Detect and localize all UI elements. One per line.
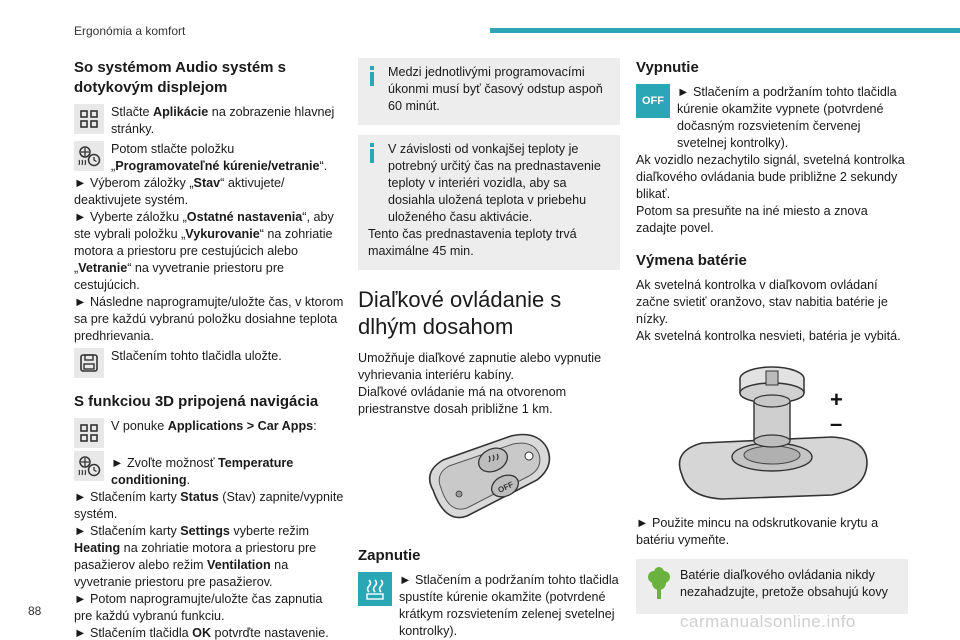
on-heading: Zapnutie [358,547,421,564]
column-right [636,58,908,614]
apps-step-text: Stlačte Aplikácie na zobrazenie hlavnej stránky. [111,105,335,136]
page-number: 88 [28,604,42,618]
section-header: Ergonómia a komfort [74,24,186,38]
remote-text-1: Umožňuje diaľkové zapnutie alebo vypnutie vyhrievania interiéru kabíny. [358,351,602,382]
nav-temp-step-text: ► Zvoľte možnosť Temperature conditioning. [111,456,294,487]
eco-note-text: Batérie diaľkového ovládania nikdy nezahadzujte, pretože obsahujú kovy [680,568,888,599]
off-retry-text: Potom sa presuňte na iné miesto a znova zadajte povel. [636,204,868,235]
program-time-step: ► Následne naprogramujte/uložte čas, v ktorom sa pre každú vybranú položku dosiahne teplota predhrievania. [74,295,344,343]
header-accent-bar [490,28,960,33]
remote-heading: Diaľkové ovládanie s dlhým dosahom [358,287,562,339]
climate-step [74,141,344,175]
remote-text-2: Diaľkové ovládanie má na otvorenom priestranstve dosah približne 1 km. [358,385,567,416]
nav-temp-step [74,451,344,489]
battery-figure [636,355,908,505]
save-icon [74,348,104,378]
column-left [74,58,344,640]
battery-low-text: Ak svetelná kontrolka v diaľkovom ovládaní začne svietiť oranžovo, stav nabitia batérie je nízky. [636,278,888,326]
heat-on-icon [358,572,392,606]
info-note-preheat: V závislosti od vonkajšej teploty je potrebný určitý čas na prednastavenie teploty v interiéri vozidla, aby sa dosiahla uložená teplota v priebehu uloženého času aktivácie. Tento čas prednastavenia teploty trvá maximálne 45 min. [358,135,620,270]
audio-heading: So systémom Audio systém s dotykovým displejom [74,59,287,96]
nav-status-step: ► Stlačením karty Status (Stav) zapnite/vypnite systém. [74,490,344,521]
off-step-text: ► Stlačením a podržaním tohto tlačidla kúrenie okamžite vypnete (potvrdené dočasným rozsvietením červenej svetelnej kontrolky). [677,85,897,150]
save-step-text: Stlačením tohto tlačidla uložte. [111,349,282,363]
climate-step-text: Potom stlačte položku „Programovateľné kúrenie/vetranie“. [111,142,328,173]
battery-heading: Výmena batérie [636,252,747,269]
battery-minus-label: – [830,411,843,436]
remote-fob-figure [358,432,620,528]
eco-tree-icon [646,567,672,606]
battery-plus-label: + [830,387,843,412]
nav-settings-step: ► Stlačením karty Settings vyberte režim Heating na zohriatie motora a priestoru pre pasažierov alebo režim Ventilation na vyvetranie priestoru pre pasažierov. [74,524,317,589]
off-heading: Vypnutie [636,59,699,76]
climate-fan-clock-icon [74,451,104,481]
apps-step [74,104,344,138]
info-note-interval: Medzi jednotlivými programovacími úkonmi musí byť časový odstup aspoň 60 minút. [358,58,620,125]
nav-apps-step [74,418,344,448]
climate-fan-clock-icon [74,141,104,171]
nav-program-step: ► Potom naprogramujte/uložte čas zapnutia pre každú vybranú funkciu. [74,592,323,623]
eco-note [636,559,908,614]
status-tab-step: ► Výberom záložky „Stav“ aktivujete/ deaktivujete systém. [74,176,285,207]
watermark: carmanualsonline.info [680,612,856,631]
navigation-heading: S funkciou 3D pripojená navigácia [74,393,319,410]
on-step-text: ► Stlačením a podržaním tohto tlačidla spustíte kúrenie okamžite (potvrdené krátkym rozsvietením zelenej svetelnej kontrolky). [399,573,619,638]
battery-replace-text: ► Použite mincu na odskrutkovanie krytu a batériu vymeňte. [636,516,879,547]
save-step [74,348,344,378]
off-signal-text: Ak vozidlo nezachytilo signál, svetelná kontrolka diaľkového ovládania bude približne 2 sekundy blikať. [636,153,905,201]
nav-ok-step: ► Stlačením tlačidla OK potvrďte nastavenie. [74,626,329,640]
info-icon [370,66,374,86]
on-step [358,572,620,640]
other-settings-step: ► Vyberte záložku „Ostatné nastavenia“, aby ste vybrali položku „Vykurovanie“ na zohriatie motora a priestoru pre cestujúcich alebo „Vetranie“ na vyvetranie priestoru pre cestujúcich. [74,210,334,292]
battery-dead-text: Ak svetelná kontrolka nesvieti, batéria je vybitá. [636,329,901,343]
off-button-icon: OFF [636,84,670,118]
apps-grid-icon [74,104,104,134]
apps-grid-icon [74,418,104,448]
column-middle [358,58,620,640]
info-icon [370,143,374,163]
nav-apps-step-text: V ponuke Applications > Car Apps: [111,419,317,433]
off-step [636,84,908,152]
fob-off-label: OFF [496,479,515,495]
